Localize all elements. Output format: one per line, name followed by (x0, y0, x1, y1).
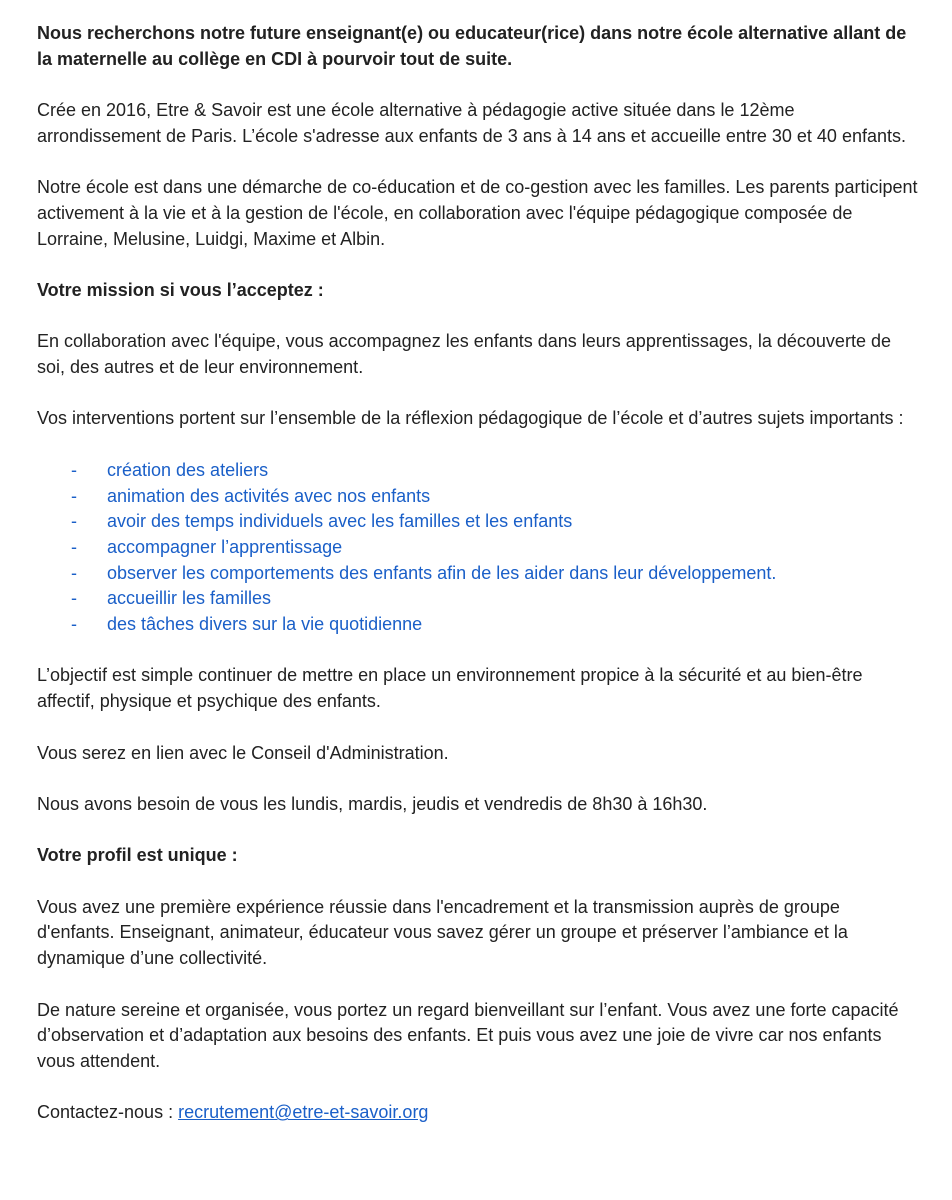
task-text: accompagner l’apprentissage (107, 536, 343, 557)
bullet-dash: - (71, 511, 77, 532)
task-text: observer les comportements des enfants afin de les aider dans leur développement. (107, 562, 777, 583)
coeducation-paragraph: Notre école est dans une démarche de co-éducation et de co-gestion avec les familles. Les parents participent activement à la vie et à la gestion de l'école, en collaboration avec l'équipe pédagogique composée de Lorraine, Melusine, Luidgi, Maxime et Albin. (37, 177, 918, 249)
profile-heading: Votre profil est unique : (37, 845, 238, 866)
list-item (37, 612, 920, 638)
list-item (37, 535, 920, 561)
objective-paragraph: L’objectif est simple continuer de mettre en place un environnement propice à la sécurité et au bien-être affectif, physique et psychique des enfants. (37, 665, 863, 712)
schedule-paragraph: Nous avons besoin de vous les lundis, mardis, jeudis et vendredis de 8h30 à 16h30. (37, 793, 708, 814)
mission-paragraph: En collaboration avec l'équipe, vous accompagnez les enfants dans leurs apprentissages, la découverte de soi, des autres et de leur environnement. (37, 331, 891, 378)
headline: Nous recherchons notre future enseignant(e) ou educateur(rice) dans notre école alternative allant de la maternelle au collège en CDI à pourvoir tout de suite. (37, 23, 907, 69)
experience-paragraph: Vous avez une première expérience réussie dans l'encadrement et la transmission auprès de groupe d'enfants. Enseignant, animateur, éducateur vous savez gérer un groupe et préserver l’ambiance et la dynamique d’une collectivité. (37, 896, 848, 969)
task-text: animation des activités avec nos enfants (107, 485, 431, 506)
list-item (37, 458, 920, 484)
board-paragraph: Vous serez en lien avec le Conseil d'Administration. (37, 742, 449, 763)
list-item (37, 484, 920, 510)
task-list (37, 458, 920, 638)
personality-paragraph: De nature sereine et organisée, vous portez un regard bienveillant sur l’enfant. Vous avez une forte capacité d’observation et d’adaptation aux besoins des enfants. Et puis vous avez une joie de vivre car nos enfants vous attendent. (37, 999, 899, 1071)
list-item (37, 561, 920, 587)
list-item (37, 586, 920, 612)
bullet-dash: - (71, 459, 77, 480)
intro-paragraph: Crée en 2016, Etre & Savoir est une école alternative à pédagogie active située dans le 12ème arrondissement de Paris. L’école s'adresse aux enfants de 3 ans à 14 ans et accueille entre 30 et 40 enfants. (37, 100, 906, 146)
task-text: création des ateliers (107, 459, 269, 480)
task-text: accueillir les familles (107, 588, 272, 609)
bullet-dash: - (71, 614, 77, 635)
contact-line (37, 1100, 920, 1126)
bullet-dash: - (71, 562, 77, 583)
bullet-dash: - (71, 536, 77, 557)
task-text: avoir des temps individuels avec les familles et les enfants (107, 511, 573, 532)
list-item (37, 509, 920, 535)
email-link[interactable]: recrutement@etre-et-savoir.org (178, 1102, 429, 1123)
mission-heading: Votre mission si vous l’acceptez : (37, 279, 324, 300)
bullet-dash: - (71, 588, 77, 609)
interventions-paragraph: Vos interventions portent sur l’ensemble de la réflexion pédagogique de l’école et d’autres sujets importants : (37, 408, 904, 429)
bullet-dash: - (71, 485, 77, 506)
task-text: des tâches divers sur la vie quotidienne (107, 614, 423, 635)
contact-label: Contactez-nous : (37, 1102, 179, 1123)
